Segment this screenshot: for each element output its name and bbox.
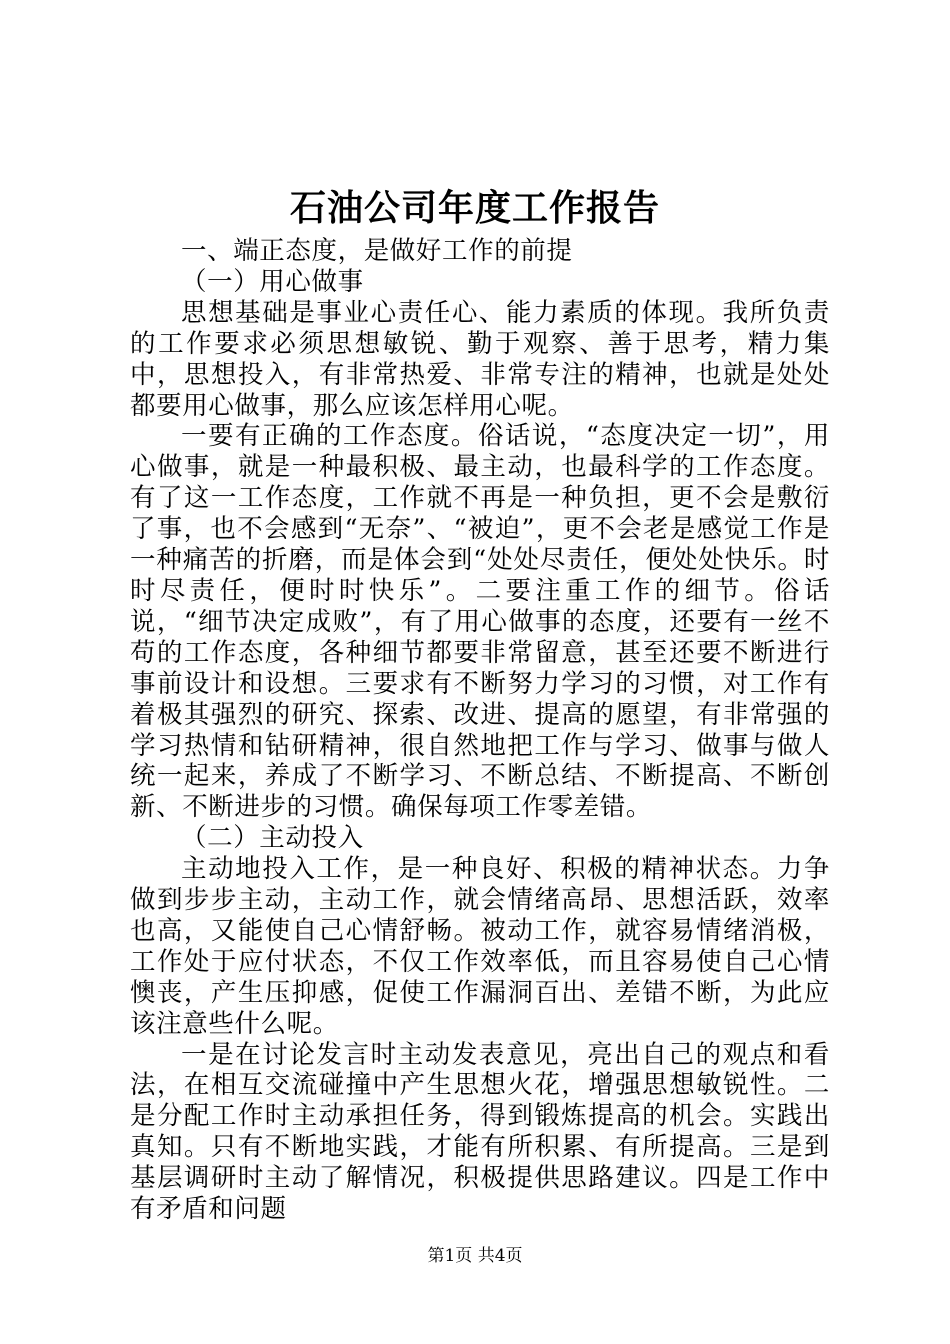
section-heading-1: 一、端正态度，是做好工作的前提 xyxy=(181,236,573,266)
body-paragraph: 思想基础是事业心责任心、能力素质的体现。我所负责的工作要求必须思想敏锐、勤于观察、善于思考，精力集中，思想投入，有非常热爱、非常专注的精神，也就是处处都要用心做事，那么应该怎样用心呢。 xyxy=(130,297,830,421)
body-paragraph: 一要有正确的工作态度。俗话说，“态度决定一切”，用心做事，就是一种最积极、最主动，也最科学的工作态度。有了这一工作态度，工作就不再是一种负担，更不会是敷衍了事，也不会感到“无奈”、“被迫”，更不会老是感觉工作是一种痛苦的折磨，而是体会到“处处尽责任，便处处快乐。时时尽责任，便时时快乐”。二要注重工作的细节。俗话说，“细节决定成败”，有了用心做事的态度，还要有一丝不苟的工作态度，各种细节都要非常留意，甚至还要不断进行事前设计和设想。三要求有不断努力学习的习惯，对工作有着极其强烈的研究、探索、改进、提高的愿望，有非常强的学习热情和钻研精神，很自然地把工作与学习、做事与做人统一起来，养成了不断学习、不断总结、不断提高、不断创新、不断进步的习惯。确保每项工作零差错。 xyxy=(130,421,830,823)
subsection-heading-2: （二）主动投入 xyxy=(181,823,364,854)
page-footer: 第1页 共4页 xyxy=(427,1246,523,1266)
document-title: 石油公司年度工作报告 xyxy=(289,187,660,229)
subsection-heading-1: （一）用心做事 xyxy=(181,266,364,297)
document-body xyxy=(130,236,830,1225)
body-paragraph: 主动地投入工作，是一种良好、积极的精神状态。力争做到步步主动，主动工作，就会情绪高昂、思想活跃，效率也高，又能使自己心情舒畅。被动工作，就容易情绪消极，工作处于应付状态，不仅工作效率低，而且容易使自己心情懊丧，产生压抑感，促使工作漏洞百出、差错不断，为此应该注意些什么呢。 xyxy=(130,854,830,1039)
body-paragraph: 一是在讨论发言时主动发表意见，亮出自己的观点和看法，在相互交流碰撞中产生思想火花，增强思想敏锐性。二是分配工作时主动承担任务，得到锻炼提高的机会。实践出真知。只有不断地实践，才能有所积累、有所提高。三是到基层调研时主动了解情况，积极提供思路建议。四是工作中有矛盾和问题 xyxy=(130,1039,830,1225)
